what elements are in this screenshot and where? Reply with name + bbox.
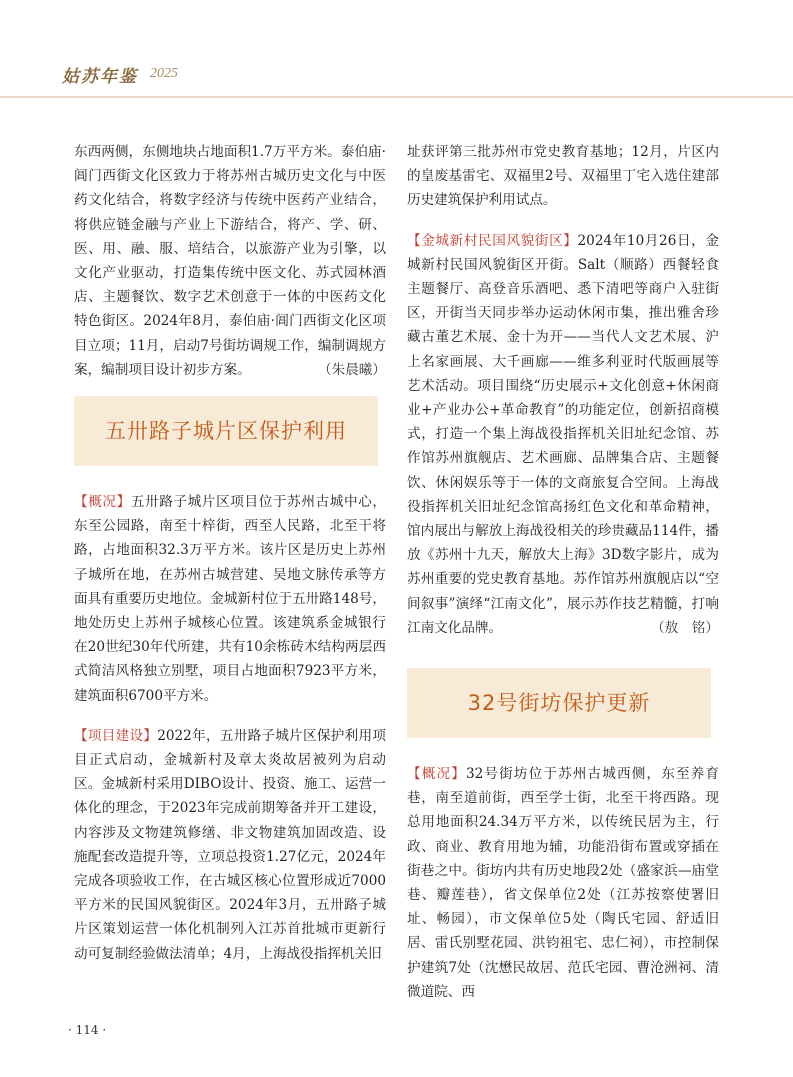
wusa-build-paragraph	[74, 724, 386, 966]
continuation-text: 址获评第三批苏州市党史教育基地；12月，片区内的皇废基雷宅、双福里2号、双福里丁宅入选住建部历史建筑保护利用试点。	[407, 144, 719, 209]
intro-paragraph	[74, 140, 386, 382]
section-heading-wusa	[74, 396, 378, 466]
block32-overview-text: 32号街坊位于苏州古城西侧，东至养育巷，南至道前街，西至学士街，北至干将西路。现总用地面积24.34万平方米，以传统民居为主，行政、商业、教育用地为辅，功能沿街布置或穿插在街巷之中。街坊内共有历史地段2处（盛家浜—庙堂巷、瓣莲巷），省文保单位2处（江苏按察使署旧址、畅园），市文保单位5处（陶氏宅园、舒适旧居、雷氏别墅花园、洪钧祖宅、忠仁祠），市控制保护建筑7处（沈懋民故居、范氏宅园、曹沧洲祠、清微道院、西	[407, 766, 720, 1000]
jincheng-signature: （敖 铭）	[651, 619, 719, 636]
yearbook-brand: 姑苏年鉴	[62, 67, 138, 87]
build-text: 2022年，五卅路子城片区保护利用项目正式启动，金城新村及章太炎故居被列为启动区。金城新村采用DIBO设计、投资、施工、运营一体化的理念，于2023年完成前期筹备并开工建设，内容涉及文物建筑修缮、非文物建筑加固改造、设施配套改造提升等，立项总投资1.27亿元，2024年完成各项验收工作，在古城区核心位置形成近7000平方米的民国风貌街区。2024年3月，五卅路子城片区策划运营一体化机制列入江苏首批城市更新行动可复制经验做法清单；4月，上海战役指挥机关旧	[74, 727, 386, 962]
build-tag: 【项目建设】	[74, 727, 158, 744]
section-heading-32	[407, 668, 711, 738]
wusa-overview-paragraph	[74, 490, 386, 708]
right-column	[407, 140, 719, 1004]
continuation-paragraph	[407, 140, 719, 213]
overview-tag: 【概况】	[74, 494, 131, 511]
section-title-wusa: 五卅路子城片区保护利用	[105, 418, 347, 443]
section-title-32: 32号街坊保护更新	[467, 690, 651, 715]
jincheng-tag: 【金城新村民国风貌街区】	[407, 232, 578, 249]
page-header	[0, 0, 793, 98]
left-column	[74, 140, 386, 966]
intro-text: 东西两侧，东侧地块占地面积1.7万平方米。泰伯庙·阊门西街文化区致力于将苏州古城历史文化与中医药文化结合，将数字经济与传统中医药产业结合，将供应链金融与产业上下游结合，将产、学、研、医、用、融、服、培结合，以旅游产业为引擎，以文化产业驱动，打造集传统中医文化、苏式园林酒店、主题餐饮、数字艺术创意于一体的中医药文化特色街区。2024年8月，泰伯庙·阊门西街文化区项目立项；11月，启动7号街坊调规工作，编制调规方案，编制项目设计初步方案。	[74, 144, 386, 378]
intro-signature: （朱晨曦）	[318, 361, 386, 378]
overview-text: 五卅路子城片区项目位于苏州古城中心，东至公园路，南至十梓街，西至人民路，北至干将路，占地面积32.3万平方米。该片区是历史上苏州子城所在地，在苏州古城营建、吴地文脉传承等方面具有重要历史地位。金城新村位于五卅路148号，地处历史上苏州子城核心位置。该建筑系金城银行在20世纪30年代所建，共有10余栋砖木结构两层西式简洁风格独立别墅，项目占地面积7923平方米，建筑面积6700平方米。	[74, 494, 387, 704]
jincheng-paragraph	[407, 229, 719, 640]
page-number: · 114 ·	[68, 1023, 107, 1037]
jincheng-text: 2024年10月26日，金城新村民国风貌街区开街。Salt（顺路）西餐轻食主题餐厅、高登音乐酒吧、悉下清吧等商户入驻街区，开街当天同步举办运动休闲市集，推出雅舍珍藏古董艺术展、金十为开——当代人文艺术展、沪上名家画展、大千画廊——维多利亚时代版画展等艺术活动。项目围绕“历史展示+文化创意+休闲商业+产业办公+革命教育”的功能定位，创新招商模式，打造一个集上海战役指挥机关旧址纪念馆、苏作馆苏州旗舰店、艺术画廊、品牌集合店、主题餐饮、休闲娱乐等于一体的文商旅复合空间。上海战役指挥机关旧址纪念馆高扬红色文化和革命精神，馆内展出与解放上海战役相关的珍贵藏品114件，播放《苏州十九天，解放大上海》3D数字影片，成为苏州重要的党史教育基地。苏作馆苏州旗舰店以“空间叙事”演绎“江南文化”，展示苏作技艺精髓，打响江南文化品牌。	[407, 232, 719, 636]
block32-overview-paragraph	[407, 762, 719, 1004]
yearbook-year: 2025	[150, 66, 178, 81]
header-rule	[0, 96, 793, 98]
block32-overview-tag: 【概况】	[407, 766, 466, 783]
